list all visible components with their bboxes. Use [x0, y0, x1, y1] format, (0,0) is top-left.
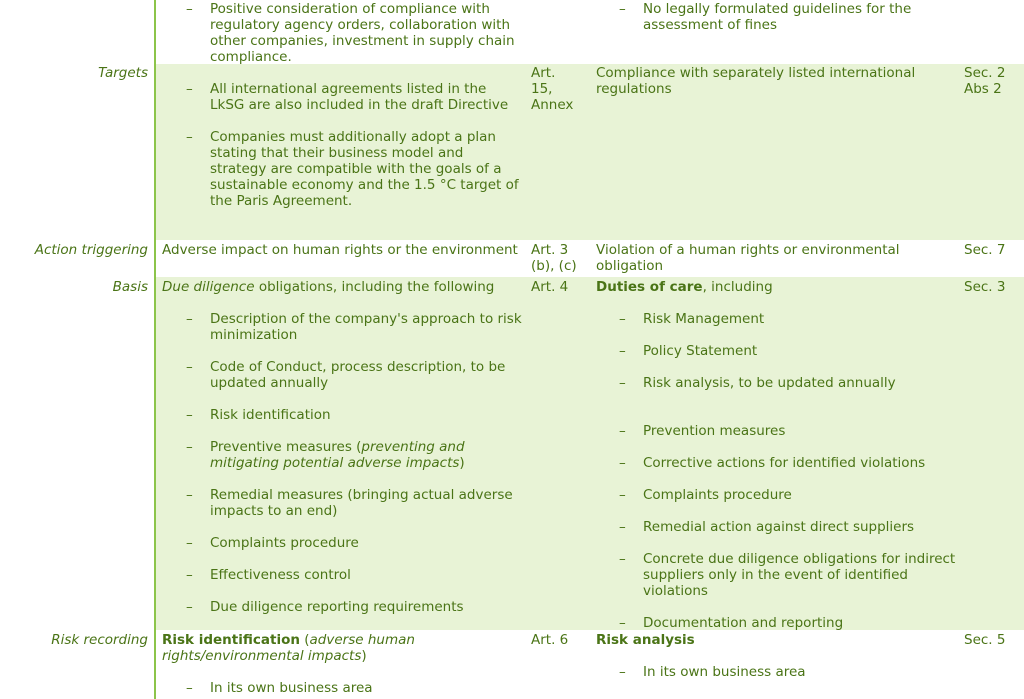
- basis-section: Sec. 3: [964, 279, 1006, 295]
- bullet-dash: –: [186, 129, 193, 145]
- action-section: Sec. 7: [964, 242, 1006, 258]
- basis-left-item: Description of the company's approach to risk: [210, 311, 522, 327]
- action-article: (b), (c): [531, 258, 577, 274]
- basis-right-item: Concrete due diligence obligations for indirect: [643, 551, 956, 567]
- bullet-dash: –: [186, 311, 193, 327]
- basis-right-heading: Duties of care, including: [596, 279, 773, 295]
- targets-article: Annex: [531, 97, 574, 113]
- targets-left-text: sustainable economy and the 1.5 °C target of: [210, 177, 519, 193]
- bullet-dash: –: [619, 423, 626, 439]
- basis-right-item: Prevention measures: [643, 423, 786, 439]
- basis-left-item: Code of Conduct, process description, to be: [210, 359, 506, 375]
- targets-section: Abs 2: [964, 81, 1002, 97]
- risk-right-heading: Risk analysis: [596, 632, 695, 648]
- bullet-dash: –: [619, 664, 626, 680]
- row-label-risk-recording: Risk recording: [51, 632, 148, 648]
- targets-left-text: Companies must additionally adopt a plan: [210, 129, 496, 145]
- targets-left-text: LkSG are also included in the draft Directive: [210, 97, 509, 113]
- row-label-basis: Basis: [112, 279, 148, 295]
- risk-right-item: In its own business area: [643, 664, 806, 680]
- bullet-dash: –: [619, 311, 626, 327]
- basis-left-item: Complaints procedure: [210, 535, 359, 551]
- action-article: Art. 3: [531, 242, 569, 258]
- basis-right-item: violations: [643, 583, 708, 599]
- targets-left-text: the Paris Agreement.: [210, 193, 353, 209]
- top-left-text: other companies, investment in supply chain: [210, 33, 515, 49]
- basis-right-item: Risk Management: [643, 311, 765, 327]
- bullet-dash: –: [186, 487, 193, 503]
- top-left-text: Positive consideration of compliance with: [210, 1, 490, 17]
- basis-right-item: Complaints procedure: [643, 487, 792, 503]
- bullet-dash: –: [186, 81, 193, 97]
- bullet-dash: –: [619, 375, 626, 391]
- risk-left-heading: Risk identification (adverse human: [162, 632, 415, 648]
- targets-article: 15,: [531, 81, 553, 97]
- bullet-dash: –: [186, 599, 193, 615]
- bullet-dash: –: [186, 567, 193, 583]
- top-left-text: regulatory agency orders, collaboration with: [210, 17, 511, 33]
- basis-right-item: Corrective actions for identified violations: [643, 455, 926, 471]
- targets-section: Sec. 2: [964, 65, 1006, 81]
- basis-left-item: minimization: [210, 327, 298, 343]
- action-right-text: obligation: [596, 258, 664, 274]
- bullet-dash: –: [186, 407, 193, 423]
- basis-right-item: Documentation and reporting: [643, 615, 844, 631]
- action-right-text: Violation of a human rights or environmental: [596, 242, 900, 258]
- top-left-text: compliance.: [210, 49, 292, 65]
- basis-left-item-preventive: mitigating potential adverse impacts): [210, 455, 465, 471]
- risk-left-heading: rights/environmental impacts): [162, 648, 367, 664]
- basis-left-item: Remedial measures (bringing actual adverse: [210, 487, 513, 503]
- bullet-dash: –: [619, 455, 626, 471]
- targets-right-text: regulations: [596, 81, 672, 97]
- risk-section: Sec. 5: [964, 632, 1006, 648]
- bullet-dash: –: [619, 343, 626, 359]
- targets-article: Art.: [531, 65, 556, 81]
- basis-left-item: Due diligence reporting requirements: [210, 599, 464, 615]
- action-left-text: Adverse impact on human rights or the environment: [162, 242, 518, 258]
- basis-left-item-preventive: Preventive measures (preventing and: [210, 439, 465, 455]
- basis-left-item: Effectiveness control: [210, 567, 351, 583]
- bullet-dash: –: [186, 1, 193, 17]
- targets-left-text: All international agreements listed in the: [210, 81, 487, 97]
- basis-article: Art. 4: [531, 279, 569, 295]
- risk-article: Art. 6: [531, 632, 569, 648]
- bullet-dash: –: [186, 680, 193, 696]
- basis-left-item: updated annually: [210, 375, 329, 391]
- bullet-dash: –: [619, 1, 626, 17]
- basis-right-item: suppliers only in the event of identified: [643, 567, 908, 583]
- risk-left-item: In its own business area: [210, 680, 373, 696]
- basis-right-item: Remedial action against direct suppliers: [643, 519, 915, 535]
- targets-left-text: stating that their business model and: [210, 145, 464, 161]
- basis-left-item: Risk identification: [210, 407, 331, 423]
- basis-right-item: Policy Statement: [643, 343, 758, 359]
- bullet-dash: –: [186, 439, 193, 455]
- basis-left-item: impacts to an end): [210, 503, 338, 519]
- top-right-text: assessment of fines: [643, 17, 778, 33]
- bullet-dash: –: [619, 519, 626, 535]
- bullet-dash: –: [619, 615, 626, 631]
- row-label-action-triggering: Action triggering: [34, 242, 148, 258]
- bullet-dash: –: [186, 359, 193, 375]
- bullet-dash: –: [186, 535, 193, 551]
- basis-left-heading: Due diligence obligations, including the following: [162, 279, 495, 295]
- bullet-dash: –: [619, 487, 626, 503]
- targets-left-text: strategy are compatible with the goals of a: [210, 161, 502, 177]
- row-label-targets: Targets: [98, 65, 148, 81]
- bullet-dash: –: [619, 551, 626, 567]
- targets-right-text: Compliance with separately listed international: [596, 65, 916, 81]
- top-right-text: No legally formulated guidelines for the: [643, 1, 912, 17]
- basis-right-item: Risk analysis, to be updated annually: [643, 375, 896, 391]
